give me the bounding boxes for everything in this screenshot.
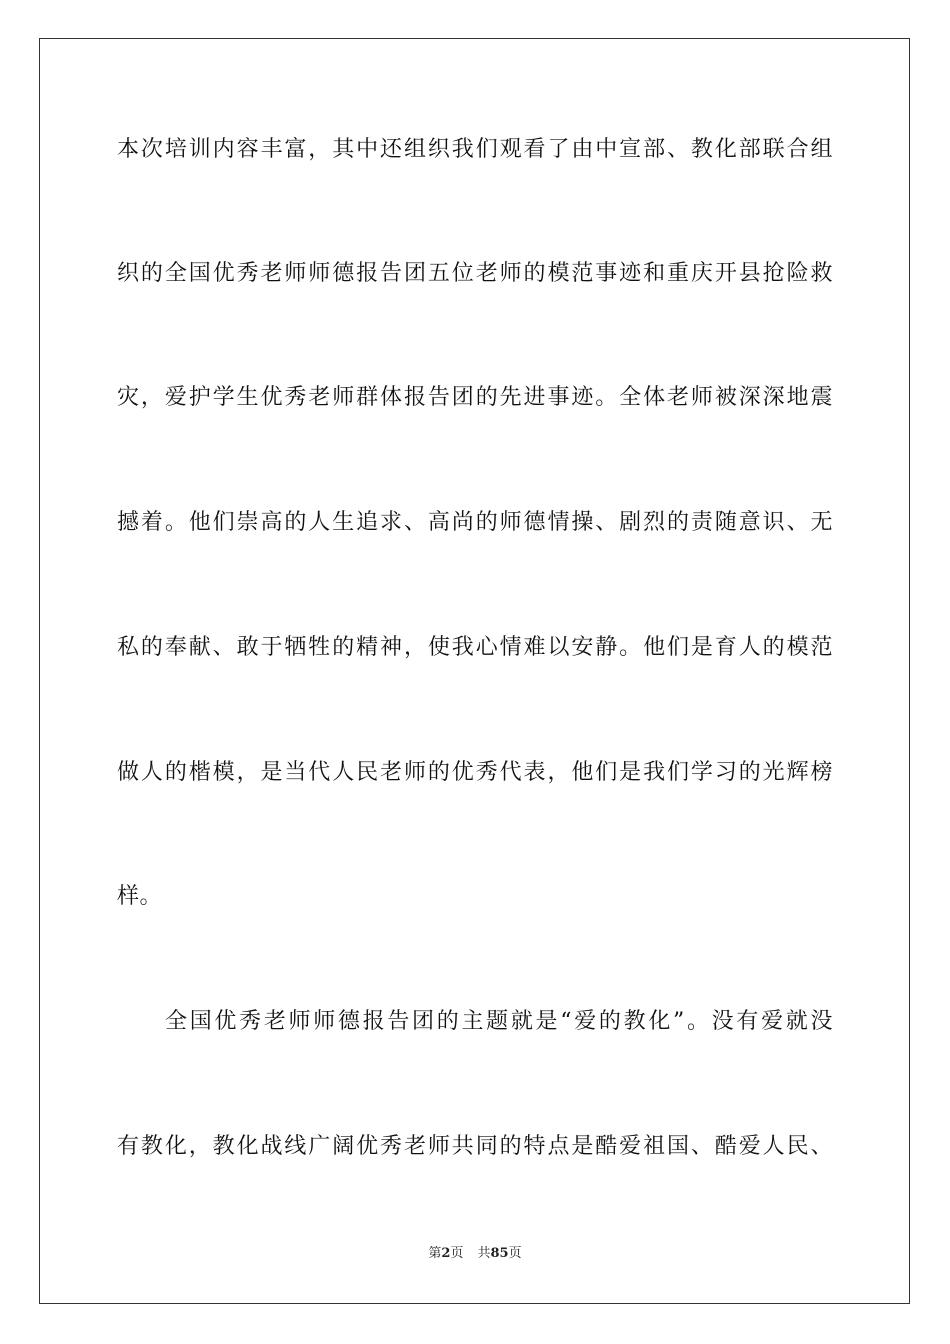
page-footer xyxy=(0,1244,950,1264)
page-suffix: 页 xyxy=(450,1246,464,1261)
paragraph-line-8: 全国优秀老师师德报告团的主题就是“爱的教化”。没有爱就没 xyxy=(165,1009,833,1034)
paragraph-line-3: 灾，爱护学生优秀老师群体报告团的先进事迹。全体老师被深深地震 xyxy=(117,385,833,410)
total-pages: 85 xyxy=(490,1246,509,1261)
paragraph-line-6: 做人的楷模，是当代人民老师的优秀代表，他们是我们学习的光辉榜 xyxy=(117,760,833,785)
page-prefix: 第 xyxy=(428,1246,442,1261)
paragraph-line-1: 本次培训内容丰富，其中还组织我们观看了由中宣部、教化部联合组 xyxy=(117,137,833,162)
total-prefix: 共 xyxy=(477,1246,491,1261)
paragraph-line-2: 织的全国优秀老师师德报告团五位老师的模范事迹和重庆开县抢险救 xyxy=(117,261,833,286)
paragraph-line-4: 撼着。他们崇高的人生追求、高尚的师德情操、剧烈的责随意识、无 xyxy=(117,510,833,535)
page-border xyxy=(39,38,910,1304)
total-suffix: 页 xyxy=(508,1246,522,1261)
paragraph-line-9: 有教化，教化战线广阔优秀老师共同的特点是酷爱祖国、酷爱人民、 xyxy=(117,1134,833,1159)
paragraph-line-7: 样。 xyxy=(117,884,163,909)
paragraph-line-5: 私的奉献、敢于牺牲的精神，使我心情难以安静。他们是育人的模范 xyxy=(117,635,833,660)
page-number: 2 xyxy=(441,1246,451,1261)
